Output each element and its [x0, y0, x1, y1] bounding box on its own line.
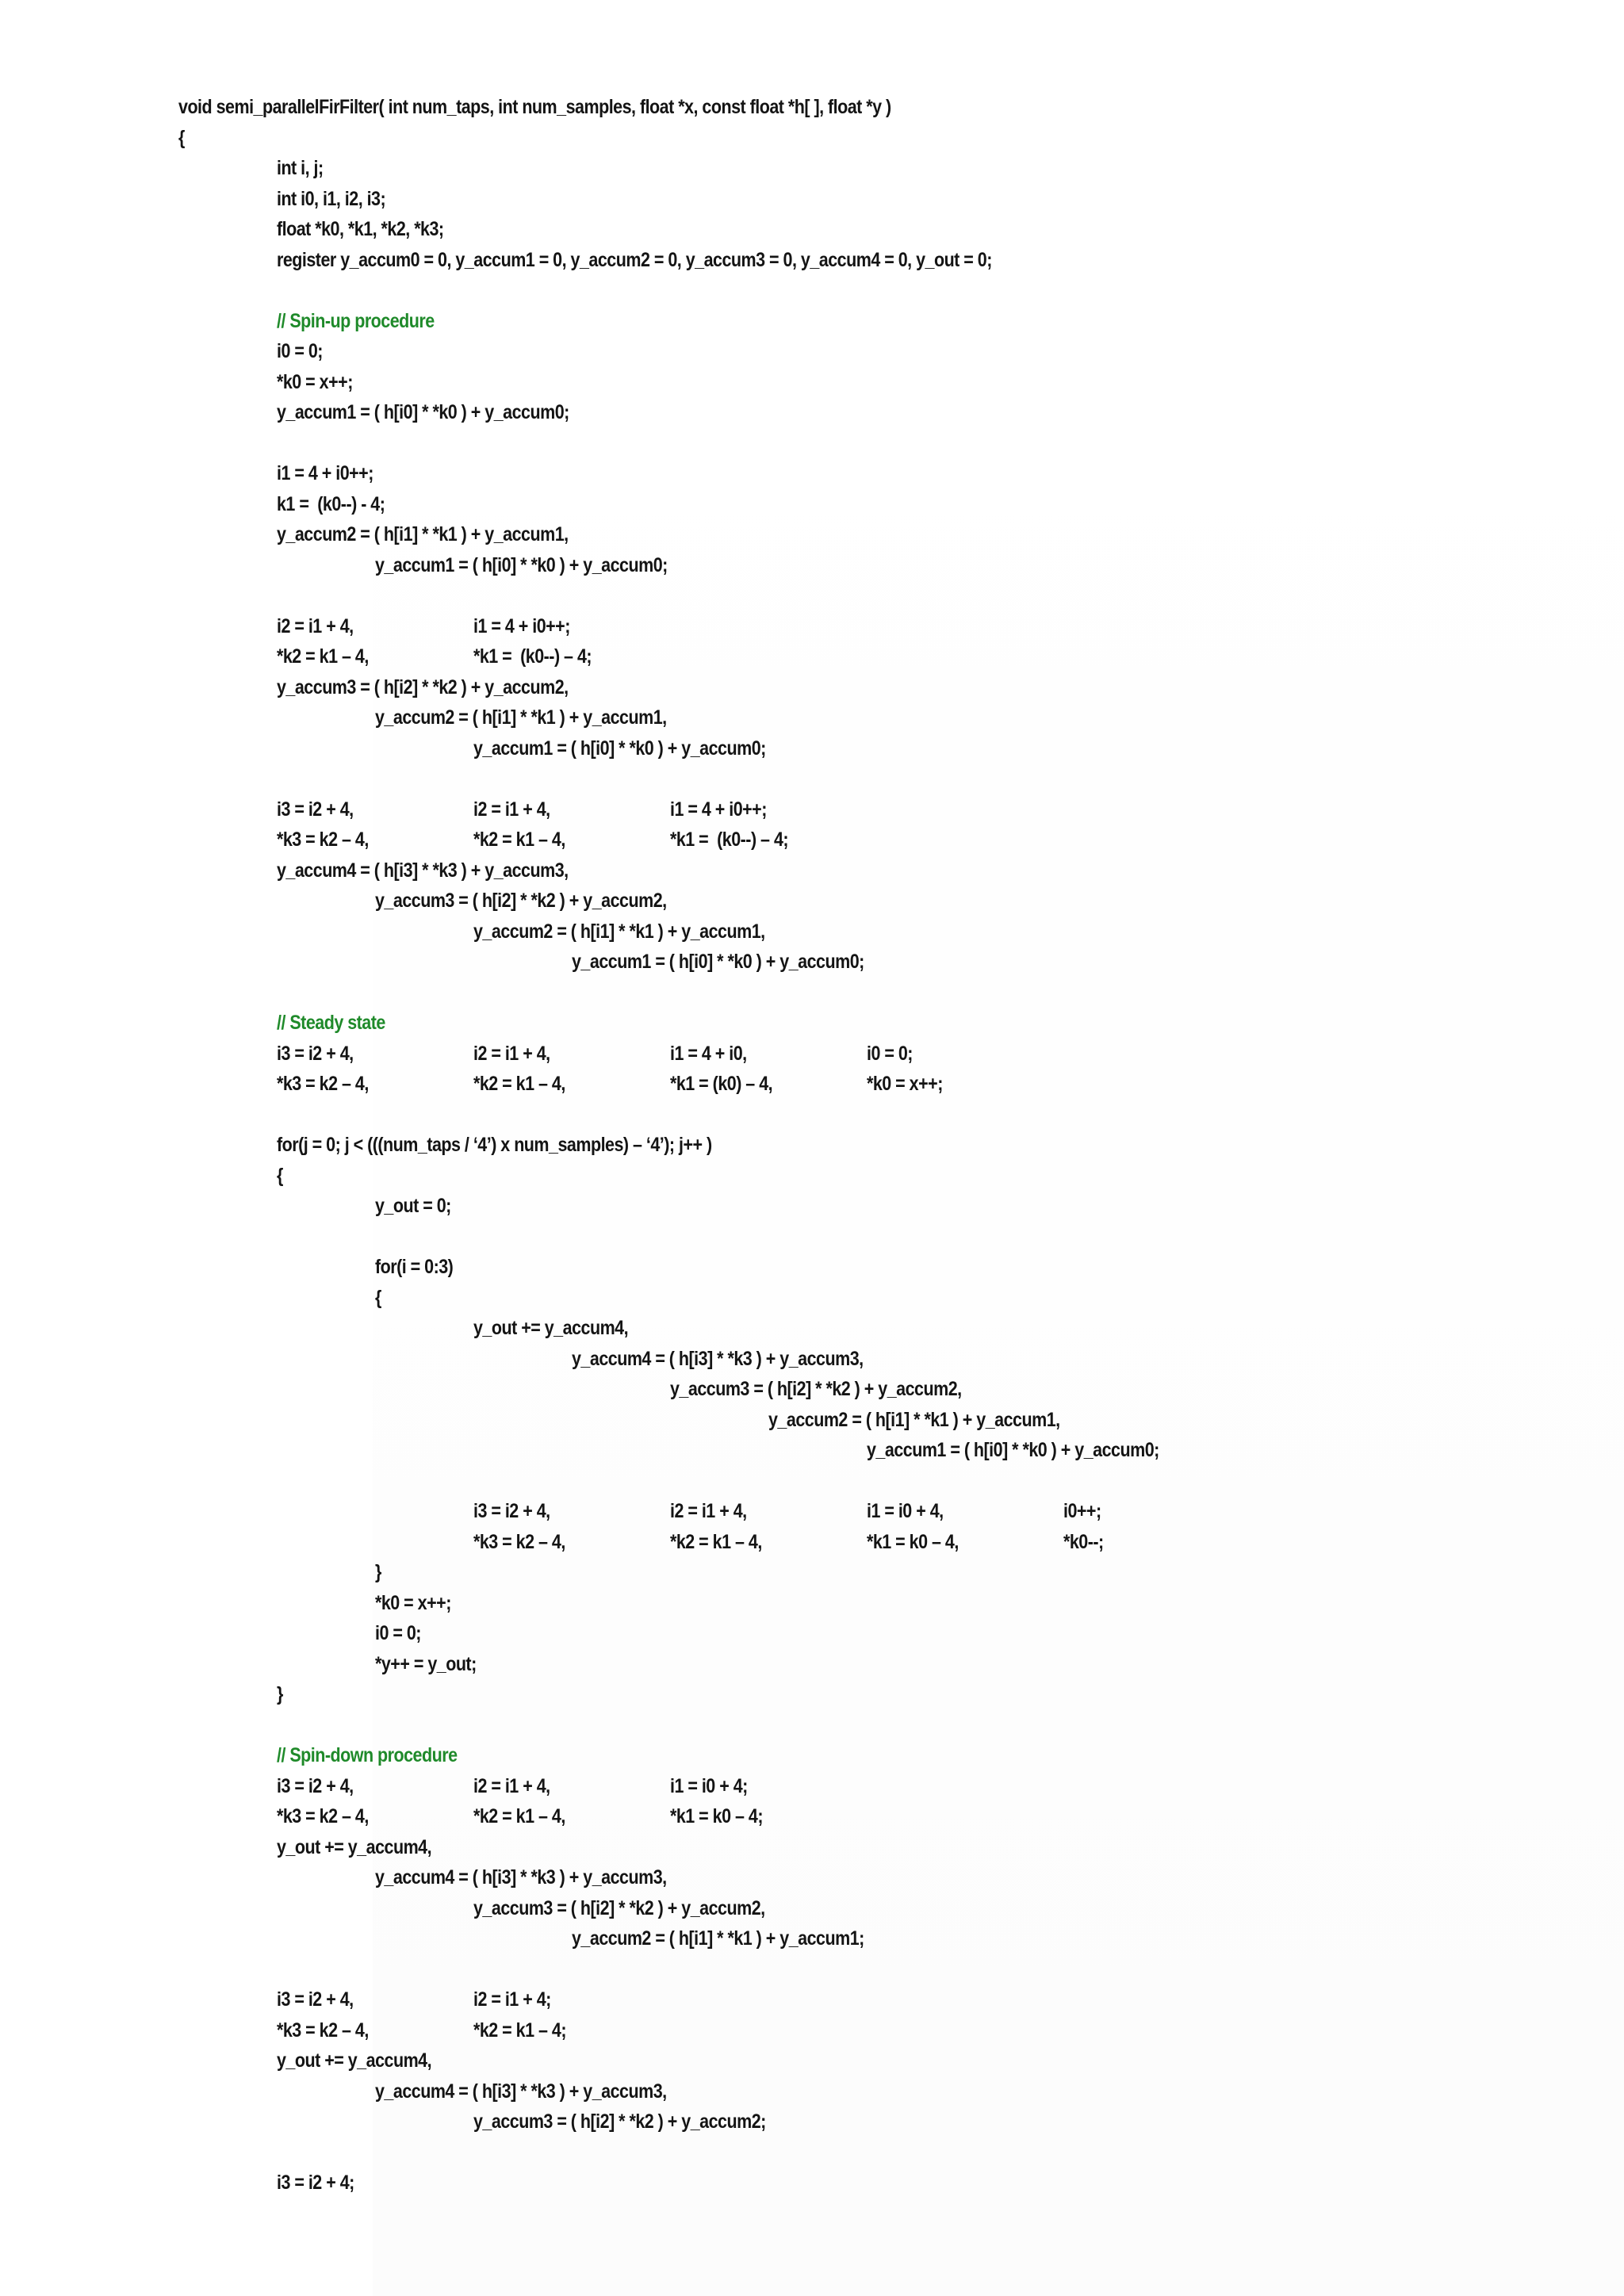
code-segment: y_accum2 = ( h[i1] * *k1 ) + y_accum1, [276, 523, 569, 545]
code-line [178, 1771, 1575, 1801]
code-segment: *k0 = x++; [276, 370, 353, 393]
code-line [178, 1252, 1575, 1282]
code-segment: y_accum4 = ( h[i3] * *k3 ) + y_accum3, [374, 1866, 667, 1888]
code-segment: i2 = i1 + 4, [473, 798, 550, 821]
code-line [178, 855, 1575, 886]
code-segment: y_accum3 = ( h[i2] * *k2 ) + y_accum2, [473, 1896, 765, 1919]
code-segment: y_accum2 = ( h[i1] * *k1 ) + y_accum1, [374, 706, 667, 729]
code-segment: i1 = 4 + i0, [669, 1042, 747, 1065]
code-line [178, 550, 1575, 580]
code-line [178, 1832, 1575, 1862]
code-blank-line [178, 1710, 1575, 1740]
code-segment: *k1 = (k0) – 4, [669, 1073, 773, 1095]
code-segment: i2 = i1 + 4, [276, 614, 354, 637]
code-segment: y_accum3 = ( h[i2] * *k2 ) + y_accum2, [669, 1378, 962, 1400]
code-line [178, 733, 1575, 763]
code-segment: *k2 = k1 – 4; [473, 2019, 567, 2042]
code-line [178, 794, 1575, 825]
code-line [178, 1862, 1575, 1892]
code-segment: i3 = i2 + 4, [276, 798, 354, 821]
code-line [178, 611, 1575, 641]
code-segment: *k3 = k2 – 4, [276, 2019, 369, 2042]
code-line [178, 1588, 1575, 1618]
code-line [178, 1557, 1575, 1587]
code-segment: y_accum3 = ( h[i2] * *k2 ) + y_accum2, [374, 890, 667, 912]
code-segment: y_out = 0; [374, 1195, 451, 1217]
code-segment: i3 = i2 + 4, [473, 1500, 550, 1522]
code-segment: *k1 = (k0--) – 4; [473, 645, 592, 668]
code-segment: y_accum3 = ( h[i2] * *k2 ) + y_accum2; [473, 2110, 766, 2133]
code-segment: *y++ = y_out; [374, 1652, 477, 1675]
code-line [178, 397, 1575, 427]
code-segment: *k2 = k1 – 4, [276, 645, 369, 668]
code-line [178, 947, 1575, 977]
code-segment: i1 = 4 + i0++; [669, 798, 767, 821]
code-line [178, 2168, 1575, 2198]
code-segment: y_out += y_accum4, [473, 1317, 629, 1339]
code-comment-line [178, 1008, 1575, 1038]
code-blank-line [178, 2137, 1575, 2168]
code-segment: i1 = i0 + 4; [669, 1774, 748, 1797]
code-comment-line [178, 1740, 1575, 1770]
code-line [178, 2107, 1575, 2137]
code-segment: y_accum1 = ( h[i0] * *k0 ) + y_accum0; [276, 401, 569, 423]
code-line [178, 1893, 1575, 1923]
code-segment: *k2 = k1 – 4, [473, 828, 565, 851]
code-line [178, 886, 1575, 916]
code-blank-line [178, 1222, 1575, 1252]
code-line [178, 214, 1575, 244]
code-segment: i2 = i1 + 4; [473, 1988, 551, 2011]
code-segment: y_out += y_accum4, [276, 1835, 432, 1858]
code-blank-line [178, 1466, 1575, 1496]
code-segment: // Steady state [276, 1012, 385, 1034]
code-line [178, 184, 1575, 214]
code-segment: *k0 = x++; [866, 1073, 943, 1095]
code-segment: i0 = 0; [866, 1042, 913, 1065]
code-segment: y_accum1 = ( h[i0] * *k0 ) + y_accum0; [866, 1439, 1159, 1461]
code-segment: i2 = i1 + 4, [473, 1042, 550, 1065]
code-line [178, 1527, 1575, 1557]
code-segment: i2 = i1 + 4, [669, 1500, 747, 1522]
code-segment: *k1 = k0 – 4; [669, 1805, 764, 1827]
code-line [178, 92, 1575, 122]
code-segment: y_accum2 = ( h[i1] * *k1 ) + y_accum1, [768, 1408, 1060, 1431]
code-segment: i1 = i0 + 4, [866, 1500, 944, 1522]
code-segment: y_accum4 = ( h[i3] * *k3 ) + y_accum3, [571, 1347, 864, 1370]
code-line [178, 672, 1575, 702]
code-line [178, 123, 1575, 153]
code-line [178, 825, 1575, 855]
code-comment-line [178, 306, 1575, 336]
code-segment: { [178, 126, 185, 149]
code-segment: i0++; [1063, 1500, 1101, 1522]
code-line [178, 2015, 1575, 2045]
code-segment: i1 = 4 + i0++; [276, 462, 373, 484]
code-segment: *k3 = k2 – 4, [276, 1073, 369, 1095]
code-line [178, 1923, 1575, 1954]
code-segment: y_accum2 = ( h[i1] * *k1 ) + y_accum1; [571, 1927, 864, 1950]
code-line [178, 1801, 1575, 1831]
code-line [178, 1984, 1575, 2015]
code-segment: y_accum1 = ( h[i0] * *k0 ) + y_accum0; [473, 737, 766, 760]
code-segment: void semi_parallelFirFilter( int num_taps, int num_samples, float *x, const float *h[ ], float *y ) [178, 96, 891, 118]
code-segment: // Spin-down procedure [276, 1744, 458, 1766]
code-line [178, 1344, 1575, 1374]
code-segment: y_accum1 = ( h[i0] * *k0 ) + y_accum0; [571, 951, 864, 973]
code-segment: { [374, 1286, 381, 1309]
code-line [178, 1069, 1575, 1099]
code-segment: y_accum4 = ( h[i3] * *k3 ) + y_accum3, [276, 859, 569, 882]
code-segment: i3 = i2 + 4, [276, 1774, 354, 1797]
code-segment: i3 = i2 + 4, [276, 1988, 354, 2011]
code-line [178, 916, 1575, 947]
code-line [178, 1649, 1575, 1679]
code-line [178, 519, 1575, 549]
code-blank-line [178, 580, 1575, 610]
code-line [178, 641, 1575, 672]
code-line [178, 1191, 1575, 1221]
code-segment: i0 = 0; [374, 1622, 421, 1644]
code-line [178, 367, 1575, 397]
code-segment: for(i = 0:3) [374, 1256, 454, 1278]
code-line [178, 458, 1575, 488]
code-blank-line [178, 1100, 1575, 1130]
code-blank-line [178, 428, 1575, 458]
code-segment: i2 = i1 + 4, [473, 1774, 550, 1797]
code-segment: y_accum4 = ( h[i3] * *k3 ) + y_accum3, [374, 2080, 667, 2103]
code-blank-line [178, 275, 1575, 305]
code-segment: int i, j; [276, 157, 324, 179]
code-line [178, 2076, 1575, 2107]
code-segment: for(j = 0; j < (((num_taps / ‘4’) x num_samples) – ‘4’); j++ ) [276, 1134, 712, 1156]
code-segment: *k3 = k2 – 4, [473, 1530, 565, 1553]
code-blank-line [178, 1954, 1575, 1984]
code-line [178, 1435, 1575, 1465]
code-segment: int i0, i1, i2, i3; [276, 187, 386, 210]
code-segment: i1 = 4 + i0++; [473, 614, 570, 637]
code-segment: } [276, 1683, 283, 1705]
code-segment: y_accum3 = ( h[i2] * *k2 ) + y_accum2, [276, 675, 569, 698]
code-blank-line [178, 763, 1575, 794]
code-line [178, 489, 1575, 519]
code-segment: *k0 = x++; [374, 1591, 451, 1614]
code-line [178, 1161, 1575, 1191]
code-segment: y_accum1 = ( h[i0] * *k0 ) + y_accum0; [374, 553, 668, 576]
code-segment: i0 = 0; [276, 340, 323, 362]
code-blank-line [178, 978, 1575, 1008]
code-segment: *k1 = (k0--) – 4; [669, 828, 789, 851]
code-segment: // Spin-up procedure [276, 309, 435, 332]
code-segment: y_out += y_accum4, [276, 2049, 432, 2072]
code-line [178, 1496, 1575, 1526]
code-segment: register y_accum0 = 0, y_accum1 = 0, y_accum2 = 0, y_accum3 = 0, y_accum4 = 0, y_out = 0; [276, 248, 992, 271]
code-line [178, 245, 1575, 275]
code-line [178, 1618, 1575, 1648]
code-line [178, 2045, 1575, 2076]
code-segment: y_accum2 = ( h[i1] * *k1 ) + y_accum1, [473, 920, 765, 943]
code-segment: *k2 = k1 – 4, [473, 1805, 565, 1827]
code-line [178, 153, 1575, 183]
code-segment: *k0--; [1063, 1530, 1104, 1553]
code-line [178, 336, 1575, 366]
code-segment: } [374, 1561, 381, 1583]
code-segment: i3 = i2 + 4, [276, 1042, 354, 1065]
code-segment: *k1 = k0 – 4, [866, 1530, 959, 1553]
code-segment: { [276, 1164, 283, 1187]
code-segment: *k2 = k1 – 4, [473, 1073, 565, 1095]
code-line [178, 1313, 1575, 1343]
code-segment: k1 = (k0--) - 4; [276, 492, 385, 515]
code-line [178, 1039, 1575, 1069]
code-segment: *k3 = k2 – 4, [276, 1805, 369, 1827]
code-segment: float *k0, *k1, *k2, *k3; [276, 218, 444, 240]
code-segment: *k3 = k2 – 4, [276, 828, 369, 851]
code-line [178, 1405, 1575, 1435]
code-line [178, 1130, 1575, 1160]
code-segment: i3 = i2 + 4; [276, 2172, 354, 2194]
code-line [178, 1283, 1575, 1313]
code-segment: *k2 = k1 – 4, [669, 1530, 762, 1553]
code-line [178, 1374, 1575, 1404]
code-line [178, 702, 1575, 733]
code-line [178, 1679, 1575, 1709]
